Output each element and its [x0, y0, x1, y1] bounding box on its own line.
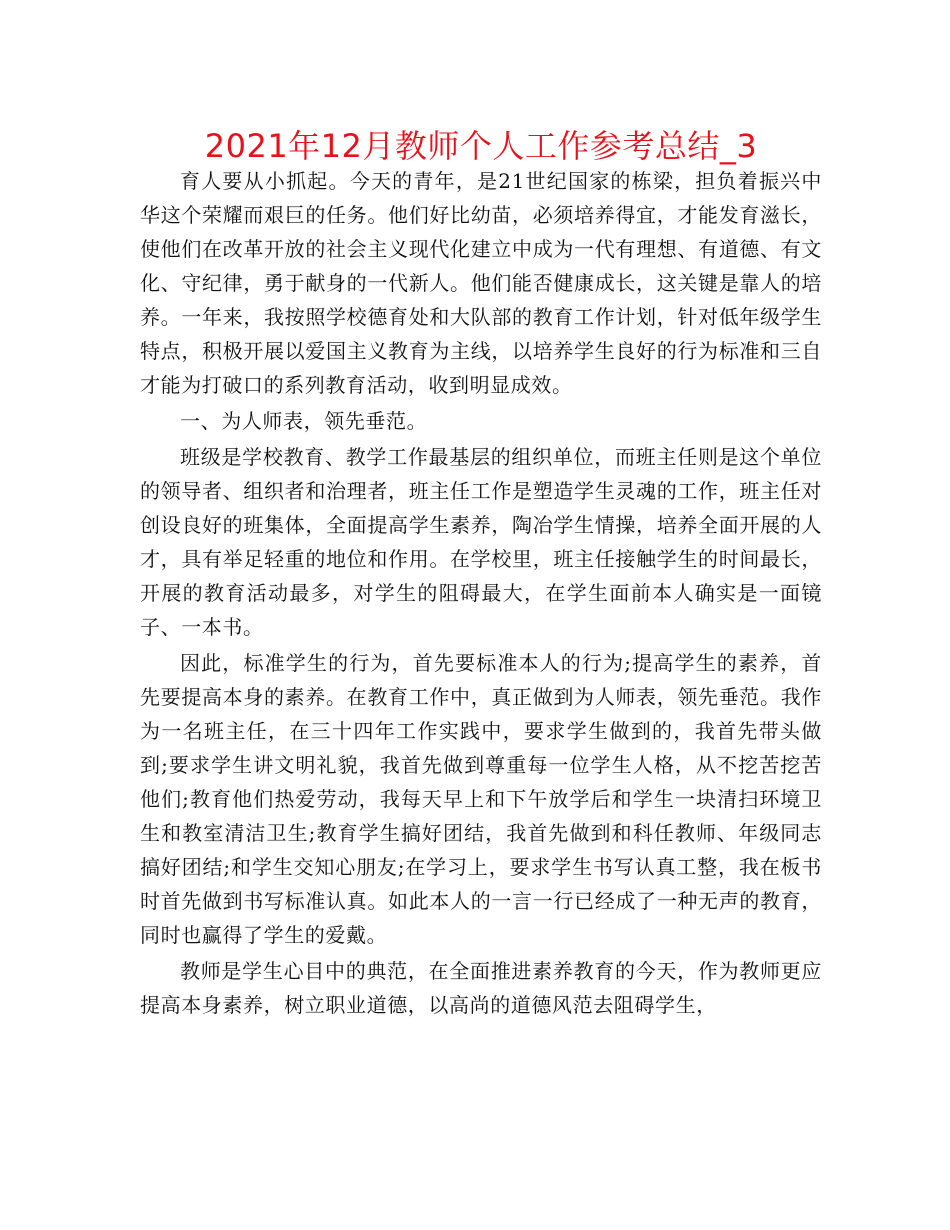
paragraph-class-teacher: 班级是学校教育、教学工作最基层的组织单位，而班主任则是这个单位的领导者、组织者和治理者，班主任工作是塑造学生灵魂的工作，班主任对创设良好的班集体，全面提高学生素养，陶冶学生情操，培养全面开展的人才，具有举足轻重的地位和作用。在学校里，班主任接触学生的时间最长，开展的教育活动最多，对学生的阻碍最大，在学生面前本人确实是一面镜子、一本书。: [140, 445, 822, 639]
paragraph-intro: 育人要从小抓起。今天的青年，是21世纪国家的栋梁，担负着振兴中华这个荣耀而艰巨的任务。他们好比幼苗，必须培养得宜，才能发育滋长，使他们在改革开放的社会主义现代化建立中成为一代有理想、有道德、有文化、守纪律，勇于献身的一代新人。他们能否健康成长，这关键是靠人的培养。一年来，我按照学校德育处和大队部的教育工作计划，针对低年级学生特点，积极开展以爱国主义教育为主线，以培养学生良好的行为标准和三自才能为打破口的系列教育活动，收到明显成效。: [140, 169, 822, 397]
document-title: 2021年12月教师个人工作参考总结_3: [204, 127, 758, 165]
paragraph-self-example: 因此，标准学生的行为，首先要标准本人的行为;提高学生的素养，首先要提高本身的素养。在教育工作中，真正做到为人师表，领先垂范。我作为一名班主任，在三十四年工作实践中，要求学生做到的，我首先带头做到;要求学生讲文明礼貌，我首先做到尊重每一位学生人格，从不挖苦挖苦他们;教育他们热爱劳动，我每天早上和下午放学后和学生一块清扫环境卫生和教室清洁卫生;教育学生搞好团结，我首先做到和科任教师、年级同志搞好团结;和学生交知心朋友;在学习上，要求学生书写认真工整，我在板书时首先做到书写标准认真。如此本人的一言一行已经成了一种无声的教育，同时也赢得了学生的爱戴。: [140, 651, 822, 947]
document-body: [140, 164, 822, 1022]
paragraph-teacher-model: 教师是学生心目中的典范，在全面推进素养教育的今天，作为教师更应提高本身素养，树立职业道德，以高尚的道德风范去阻碍学生，: [140, 959, 822, 1017]
section-heading-1: 一、为人师表，领先垂范。: [180, 409, 428, 433]
